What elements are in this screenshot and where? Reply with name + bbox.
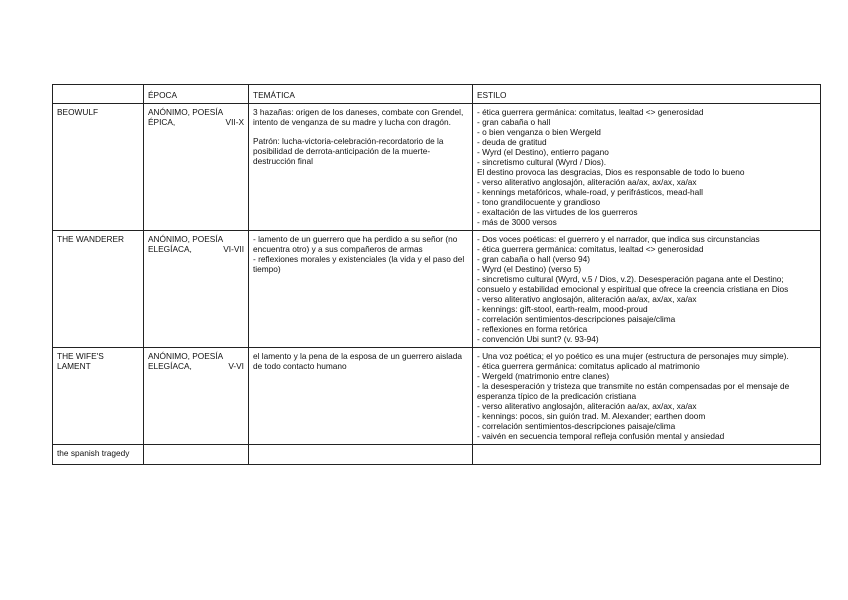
estilo-item: - sincretismo cultural (Wyrd, v.5 / Dios, v.2). Desesperación pagana ante el Destino; consuelo y estabilidad emocional y espiritual que ofrece la creencia cristiana en Dios xyxy=(477,274,789,294)
estilo-item: El destino provoca las desgracias, Dios es responsable de todo lo bueno xyxy=(477,167,745,177)
estilo-item: - la desesperación y tristeza que transmite no están compensadas por el mensaje de esperanza típico de la predicación cristiana xyxy=(477,381,790,401)
tematica-cell xyxy=(249,104,473,231)
tematica-paragraph: - lamento de un guerrero que ha perdido a su señor (no encuentra otro) y a sus compañeros de armas xyxy=(253,234,458,254)
estilo-item: - gran cabaña o hall (verso 94) xyxy=(477,254,590,264)
estilo-item: - Dos voces poéticas: el guerrero y el narrador, que indica sus circunstancias xyxy=(477,234,760,244)
epoca-cell: ANÓNIMO, POESÍA ÉPICA, VII-X xyxy=(144,104,249,231)
header-row xyxy=(53,85,821,104)
estilo-item: - ética guerrera germánica: comitatus aplicado al matrimonio xyxy=(477,361,700,371)
estilo-item: - reflexiones en forma retórica xyxy=(477,324,588,334)
estilo-item: - deuda de gratitud xyxy=(477,137,547,147)
table-row xyxy=(53,348,821,445)
tematica-cell xyxy=(249,445,473,465)
estilo-item: - kennings metafóricos, whale-road, y perifrásticos, mead-hall xyxy=(477,187,703,197)
tematica-paragraph: Patrón: lucha-victoria-celebración-recordatorio de la posibilidad de derrota-anticipación de la muerte-destrucción final xyxy=(253,136,444,166)
header-tematica: TEMÁTICA xyxy=(249,85,473,104)
header-estilo: ESTILO xyxy=(473,85,821,104)
estilo-item: - convención Ubi sunt? (v. 93-94) xyxy=(477,334,599,344)
epoca-cell: ANÓNIMO, POESÍA ELEGÍACA, V-VI xyxy=(144,348,249,445)
work-title: THE WANDERER xyxy=(53,231,144,348)
estilo-item: - exaltación de las virtudes de los guerreros xyxy=(477,207,638,217)
epoca-cell: ANÓNIMO, POESÍA ELEGÍACA, VI-VII xyxy=(144,231,249,348)
epoca-cell xyxy=(144,445,249,465)
estilo-item: - Wergeld (matrimonio entre clanes) xyxy=(477,371,610,381)
table-row xyxy=(53,104,821,231)
estilo-cell xyxy=(473,445,821,465)
work-title: BEOWULF xyxy=(53,104,144,231)
tematica-paragraph: 3 hazañas: origen de los daneses, combate con Grendel, intento de venganza de su madre y lucha con dragón. xyxy=(253,107,464,127)
estilo-cell xyxy=(473,348,821,445)
estilo-item: - Wyrd (el Destino), entierro pagano xyxy=(477,147,609,157)
estilo-cell xyxy=(473,231,821,348)
estilo-item: - más de 3000 versos xyxy=(477,217,557,227)
estilo-item: - Una voz poética; el yo poético es una mujer (estructura de personajes muy simple). xyxy=(477,351,789,361)
literature-comparison-table xyxy=(52,84,821,465)
estilo-item: - vaivén en secuencia temporal refleja confusión mental y ansiedad xyxy=(477,431,725,441)
header-work xyxy=(53,85,144,104)
estilo-item: - kennings: gift-stool, earth-realm, mood-proud xyxy=(477,304,648,314)
estilo-item: - verso aliterativo anglosajón, aliteración aa/ax, ax/ax, xa/ax xyxy=(477,401,697,411)
tematica-cell xyxy=(249,348,473,445)
estilo-item: - kennings: pocos, sin guión trad. M. Alexander; earthen doom xyxy=(477,411,706,421)
tematica-cell xyxy=(249,231,473,348)
estilo-item: - o bien venganza o bien Wergeld xyxy=(477,127,601,137)
estilo-item: - sincretismo cultural (Wyrd / Dios). xyxy=(477,157,607,167)
estilo-item: - tono grandilocuente y grandioso xyxy=(477,197,601,207)
estilo-item: - verso aliterativo anglosajón, aliteración aa/ax, ax/ax, xa/ax xyxy=(477,294,697,304)
table-row xyxy=(53,231,821,348)
table-row xyxy=(53,445,821,465)
estilo-item: - verso aliterativo anglosajón, aliteración aa/ax, ax/ax, xa/ax xyxy=(477,177,697,187)
estilo-item: - ética guerrera germánica: comitatus, lealtad <> generosidad xyxy=(477,107,704,117)
estilo-item: - correlación sentimientos-descripciones paisaje/clima xyxy=(477,314,676,324)
estilo-cell xyxy=(473,104,821,231)
estilo-item: - Wyrd (el Destino) (verso 5) xyxy=(477,264,582,274)
estilo-item: - ética guerrera germánica: comitatus, lealtad <> generosidad xyxy=(477,244,704,254)
estilo-item: - gran cabaña o hall xyxy=(477,117,551,127)
header-epoca: ÉPOCA xyxy=(144,85,249,104)
tematica-paragraph: - reflexiones morales y existenciales (la vida y el paso del tiempo) xyxy=(253,254,465,274)
work-title: the spanish tragedy xyxy=(53,445,144,465)
work-title: THE WIFE'S LAMENT xyxy=(53,348,144,445)
estilo-item: - correlación sentimientos-descripciones paisaje/clima xyxy=(477,421,676,431)
tematica-paragraph: el lamento y la pena de la esposa de un guerrero aislada de todo contacto humano xyxy=(253,351,462,371)
